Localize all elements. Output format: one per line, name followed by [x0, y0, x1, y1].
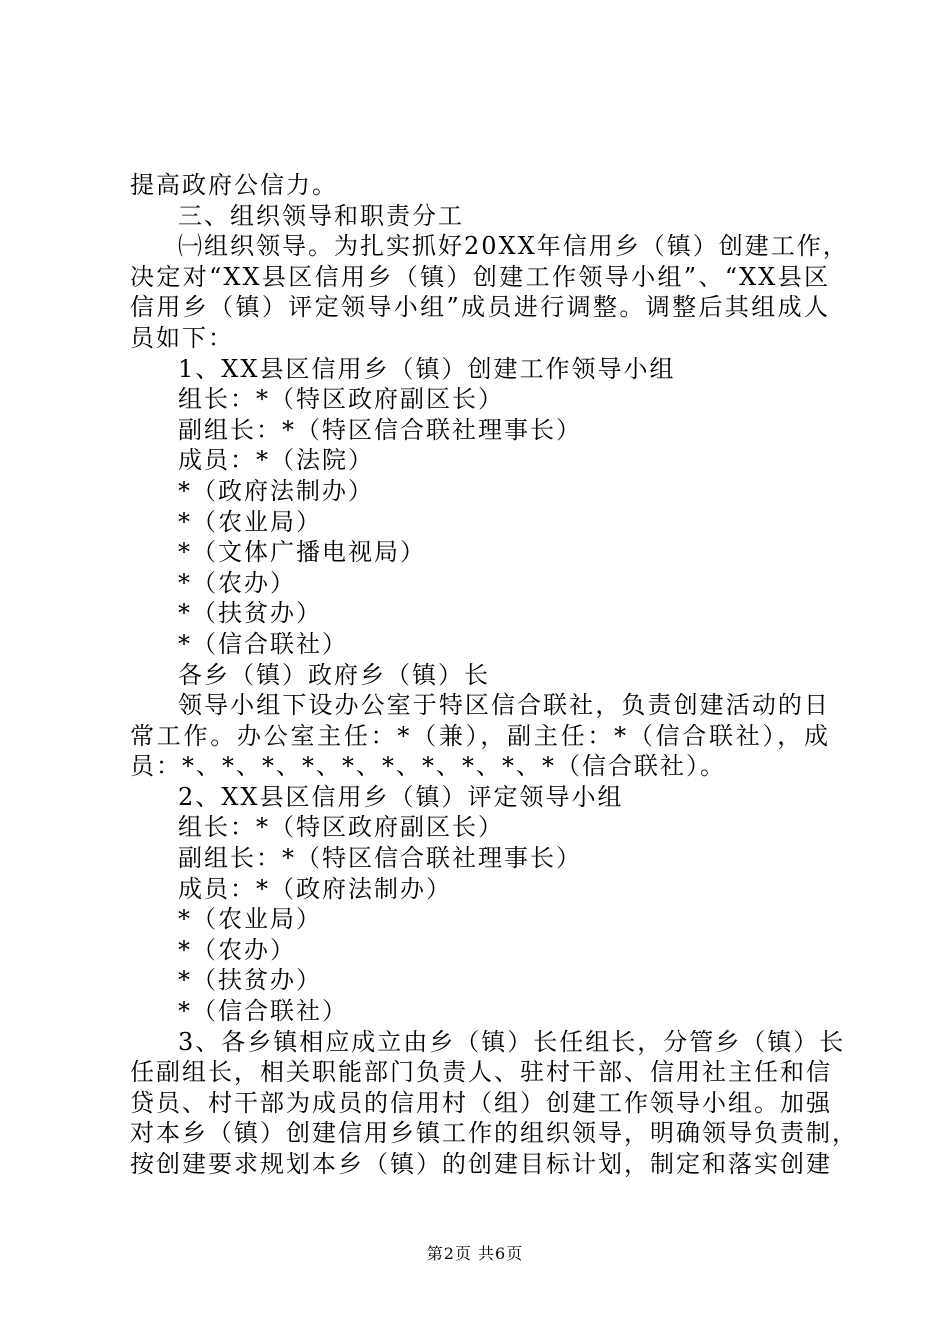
text-line: *（文体广播电视局）: [178, 538, 426, 567]
text-line: 对本乡（镇）创建信用乡镇工作的组织领导，明确领导负责制，: [130, 1119, 858, 1148]
text-line: 任副组长，相关职能部门负责人、驻村干部、信用社主任和信: [130, 1058, 832, 1087]
text-line: *（政府法制办）: [178, 476, 374, 505]
text-line: 按创建要求规划本乡（镇）的创建目标计划，制定和落实创建: [130, 1150, 832, 1178]
text-line: 贷员、村干部为成员的信用村（组）创建工作领导小组。加强: [130, 1088, 832, 1117]
text-line: *（扶贫办）: [178, 966, 322, 995]
text-line: ㈠组织领导。为扎实抓好20XX年信用乡（镇）创建工作，: [178, 232, 849, 261]
text-line: 信用乡（镇）评定领导小组”成员进行调整。调整后其组成人: [130, 293, 830, 322]
text-line: 成员：*（政府法制办）: [178, 874, 452, 903]
text-line: *（农办）: [178, 935, 296, 964]
text-line: *（扶贫办）: [178, 599, 322, 628]
text-line: 1、XX县区信用乡（镇）创建工作领导小组: [178, 354, 676, 383]
text-line: 副组长：*（特区信合联社理事长）: [178, 415, 582, 444]
text-line: 员如下：: [130, 323, 234, 352]
text-line: 组长：*（特区政府副区长）: [178, 813, 504, 842]
text-line: 3、各乡镇相应成立由乡（镇）长任组长，分管乡（镇）长: [178, 1027, 846, 1056]
text-line: 副组长：*（特区信合联社理事长）: [178, 844, 582, 873]
text-line: 组长：*（特区政府副区长）: [178, 385, 504, 414]
text-line: 各乡（镇）政府乡（镇）长: [178, 660, 490, 689]
text-line: *（农业局）: [178, 507, 322, 536]
text-line: *（农办）: [178, 568, 296, 597]
document-body: [130, 170, 858, 1180]
text-line: 提高政府公信力。: [130, 171, 338, 199]
text-line: *（信合联社）: [178, 629, 348, 658]
text-line: 成员：*（法院）: [178, 446, 374, 475]
text-line: *（信合联社）: [178, 997, 348, 1026]
page-footer: 第2页 共6页: [426, 1244, 524, 1263]
text-line: 三、组织领导和职责分工: [178, 201, 464, 230]
text-line: 决定对“XX县区信用乡（镇）创建工作领导小组”、“XX县区: [130, 262, 830, 291]
text-line: *（农业局）: [178, 905, 322, 934]
text-line: 员：*、*、*、*、*、*、*、*、*、*（信合联社）。: [130, 752, 726, 781]
text-line: 领导小组下设办公室于特区信合联社，负责创建活动的日: [178, 691, 830, 720]
text-line: 2、XX县区信用乡（镇）评定领导小组: [178, 782, 624, 811]
text-line: 常工作。办公室主任：*（兼），副主任：*（信合联社），成: [130, 721, 830, 750]
